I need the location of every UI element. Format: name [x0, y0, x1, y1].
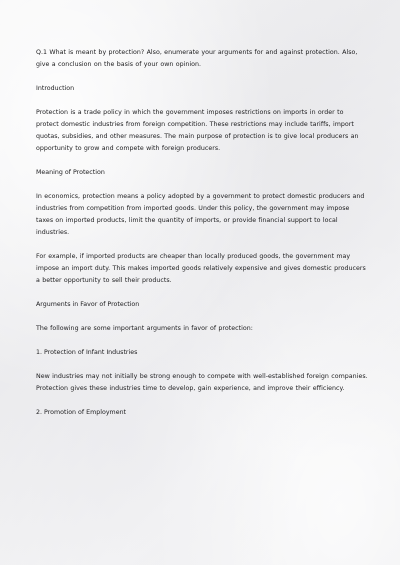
introduction-paragraph: Protection is a trade policy in which the government imposes restrictions on imports in order to protect domestic industries from foreign competition. These restrictions may include tariffs, import quotas, subsidies, and other measures. The main purpose of protection is to give local producers an opportunity to grow and compete with foreign producers. [36, 109, 359, 152]
favor-heading: Arguments in Favor of Protection [36, 301, 140, 308]
meaning-heading: Meaning of Protection [36, 169, 105, 176]
meaning-paragraph-2: For example, if imported products are cheaper than locally produced goods, the government may impose an import duty. This makes imported goods relatively expensive and gives domestic producers a better opportunity to sell their products. [36, 253, 366, 284]
favor-intro: The following are some important arguments in favor of protection: [36, 325, 253, 332]
argument-1-heading: 1. Protection of Infant Industries [36, 349, 138, 356]
argument-2-heading: 2. Promotion of Employment [36, 409, 127, 416]
meaning-paragraph-1: In economics, protection means a policy adopted by a government to protect domestic producers and industries from competition from imported goods. Under this policy, the government may impose taxes on imported products, limit the quantity of imports, or provide financial support to local industries. [36, 193, 365, 236]
question-text: Q.1 What is meant by protection? Also, enumerate your arguments for and against protection. Also, give a conclusion on the basis of your own opinion. [36, 49, 358, 68]
introduction-heading: Introduction [36, 85, 75, 92]
argument-1-paragraph: New industries may not initially be strong enough to compete with well-established foreign companies. Protection gives these industries time to develop, gain experience, and improve their efficiency. [36, 373, 368, 392]
